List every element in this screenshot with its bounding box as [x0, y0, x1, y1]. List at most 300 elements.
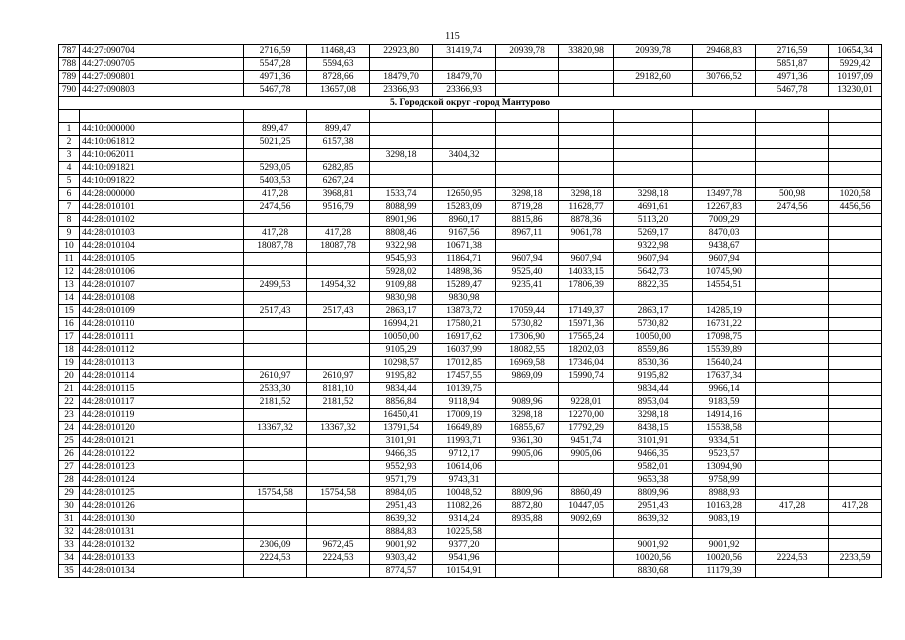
value-cell	[244, 409, 307, 422]
value-cell	[756, 461, 829, 474]
table-row	[59, 305, 882, 318]
value-cell: 2474,56	[756, 201, 829, 214]
value-cell: 17306,90	[496, 331, 559, 344]
value-cell	[433, 136, 496, 149]
value-cell: 4971,36	[756, 71, 829, 84]
value-cell	[693, 292, 756, 305]
row-number: 789	[59, 71, 80, 84]
value-cell: 9195,82	[370, 370, 433, 383]
value-cell	[244, 448, 307, 461]
value-cell	[756, 565, 829, 578]
value-cell	[559, 71, 614, 84]
value-cell: 10298,57	[370, 357, 433, 370]
value-cell	[693, 58, 756, 71]
value-cell: 9607,94	[496, 253, 559, 266]
table-row	[59, 188, 882, 201]
value-cell	[307, 357, 370, 370]
value-cell: 1020,58	[829, 188, 882, 201]
value-cell: 2499,53	[244, 279, 307, 292]
value-cell: 10050,00	[370, 331, 433, 344]
value-cell	[829, 331, 882, 344]
value-cell	[559, 526, 614, 539]
value-cell: 8960,17	[433, 214, 496, 227]
value-cell: 18082,55	[496, 344, 559, 357]
value-cell: 899,47	[307, 123, 370, 136]
cadastral-code: 44:28:010108	[80, 292, 244, 305]
row-number: 9	[59, 227, 80, 240]
value-cell: 9083,19	[693, 513, 756, 526]
value-cell: 2517,43	[244, 305, 307, 318]
value-cell	[614, 162, 693, 175]
value-cell: 9869,09	[496, 370, 559, 383]
value-cell	[756, 279, 829, 292]
row-number: 26	[59, 448, 80, 461]
table-row	[59, 279, 882, 292]
value-cell: 9451,74	[559, 435, 614, 448]
cadastral-code: 44:28:010125	[80, 487, 244, 500]
value-cell: 5113,20	[614, 214, 693, 227]
row-number: 20	[59, 370, 80, 383]
row-number: 14	[59, 292, 80, 305]
value-cell	[307, 435, 370, 448]
value-cell: 15640,24	[693, 357, 756, 370]
value-cell: 10614,06	[433, 461, 496, 474]
value-cell: 18479,70	[370, 71, 433, 84]
value-cell	[756, 292, 829, 305]
value-cell	[496, 71, 559, 84]
cadastral-code: 44:27:090704	[80, 45, 244, 58]
table-row	[59, 201, 882, 214]
value-cell: 23366,93	[433, 84, 496, 97]
value-cell: 3298,18	[614, 409, 693, 422]
value-cell: 5929,42	[829, 58, 882, 71]
table-row	[59, 513, 882, 526]
value-cell: 14914,16	[693, 409, 756, 422]
value-cell: 14954,32	[307, 279, 370, 292]
value-cell	[829, 513, 882, 526]
value-cell	[756, 435, 829, 448]
row-number: 21	[59, 383, 80, 396]
value-cell: 9322,98	[370, 240, 433, 253]
row-number: 15	[59, 305, 80, 318]
value-cell: 13791,54	[370, 422, 433, 435]
row-number: 5	[59, 175, 80, 188]
value-cell: 9571,79	[370, 474, 433, 487]
value-cell: 11864,71	[433, 253, 496, 266]
value-cell: 9228,01	[559, 396, 614, 409]
value-cell	[244, 474, 307, 487]
value-cell	[307, 344, 370, 357]
value-cell: 9235,41	[496, 279, 559, 292]
value-cell: 10671,38	[433, 240, 496, 253]
page-number: 115	[445, 31, 460, 42]
value-cell	[829, 344, 882, 357]
value-cell: 12267,83	[693, 201, 756, 214]
row-number: 25	[59, 435, 80, 448]
value-cell: 10020,56	[693, 552, 756, 565]
value-cell: 15289,47	[433, 279, 496, 292]
value-cell: 16917,62	[433, 331, 496, 344]
value-cell: 9525,40	[496, 266, 559, 279]
value-cell	[559, 461, 614, 474]
value-cell	[614, 149, 693, 162]
value-cell: 8856,84	[370, 396, 433, 409]
value-cell: 2610,97	[307, 370, 370, 383]
value-cell	[829, 253, 882, 266]
value-cell	[559, 84, 614, 97]
row-number: 8	[59, 214, 80, 227]
value-cell	[829, 461, 882, 474]
value-cell: 10048,52	[433, 487, 496, 500]
value-cell: 2533,30	[244, 383, 307, 396]
value-cell: 10020,56	[614, 552, 693, 565]
value-cell	[756, 305, 829, 318]
value-cell: 9092,69	[559, 513, 614, 526]
row-number: 23	[59, 409, 80, 422]
value-cell	[829, 266, 882, 279]
value-cell: 9361,30	[496, 435, 559, 448]
value-cell: 15539,89	[693, 344, 756, 357]
value-cell	[756, 344, 829, 357]
value-cell: 9905,06	[559, 448, 614, 461]
value-cell	[307, 565, 370, 578]
table-row	[59, 71, 882, 84]
cadastral-code: 44:28:000000	[80, 188, 244, 201]
value-cell	[693, 526, 756, 539]
value-cell: 9905,06	[496, 448, 559, 461]
value-cell	[756, 422, 829, 435]
value-cell	[559, 162, 614, 175]
row-number: 32	[59, 526, 80, 539]
value-cell: 9607,94	[614, 253, 693, 266]
row-number: 787	[59, 45, 80, 58]
value-cell: 8639,32	[370, 513, 433, 526]
value-cell: 3298,18	[614, 188, 693, 201]
value-cell	[559, 58, 614, 71]
value-cell: 17149,37	[559, 305, 614, 318]
value-cell: 8967,11	[496, 227, 559, 240]
row-number: 17	[59, 331, 80, 344]
value-cell	[370, 136, 433, 149]
row-number: 11	[59, 253, 80, 266]
row-number: 13	[59, 279, 80, 292]
value-cell	[829, 357, 882, 370]
value-cell: 5269,17	[614, 227, 693, 240]
table-row	[59, 409, 882, 422]
value-cell: 8559,86	[614, 344, 693, 357]
value-cell: 14033,15	[559, 266, 614, 279]
table-row	[59, 318, 882, 331]
value-cell: 3101,91	[370, 435, 433, 448]
cadastral-code: 44:28:010122	[80, 448, 244, 461]
value-cell	[496, 461, 559, 474]
value-cell	[829, 162, 882, 175]
value-cell	[244, 461, 307, 474]
row-number: 6	[59, 188, 80, 201]
value-cell	[829, 136, 882, 149]
value-cell: 10163,28	[693, 500, 756, 513]
value-cell: 5293,05	[244, 162, 307, 175]
value-cell	[756, 162, 829, 175]
value-cell: 9334,51	[693, 435, 756, 448]
value-cell: 5730,82	[614, 318, 693, 331]
value-cell	[559, 539, 614, 552]
value-cell: 17009,19	[433, 409, 496, 422]
row-number: 29	[59, 487, 80, 500]
value-cell: 15971,36	[559, 318, 614, 331]
value-cell	[829, 422, 882, 435]
value-cell: 2863,17	[614, 305, 693, 318]
value-cell: 5851,87	[756, 58, 829, 71]
value-cell: 13367,32	[307, 422, 370, 435]
value-cell: 2181,52	[307, 396, 370, 409]
value-cell	[614, 123, 693, 136]
cadastral-code: 44:28:010119	[80, 409, 244, 422]
value-cell: 2181,52	[244, 396, 307, 409]
value-cell: 5642,73	[614, 266, 693, 279]
value-cell: 22923,80	[370, 45, 433, 58]
value-cell: 33820,98	[559, 45, 614, 58]
value-cell: 13367,32	[244, 422, 307, 435]
table-row	[59, 422, 882, 435]
value-cell: 9607,94	[559, 253, 614, 266]
value-cell	[756, 240, 829, 253]
value-cell	[829, 227, 882, 240]
value-cell: 9303,42	[370, 552, 433, 565]
table-row	[59, 240, 882, 253]
value-cell: 3404,32	[433, 149, 496, 162]
value-cell: 17457,55	[433, 370, 496, 383]
cadastral-code: 44:10:091821	[80, 162, 244, 175]
value-cell	[829, 149, 882, 162]
value-cell: 417,28	[756, 500, 829, 513]
value-cell	[756, 123, 829, 136]
value-cell: 2716,59	[244, 45, 307, 58]
cadastral-code: 44:28:010117	[80, 396, 244, 409]
cadastral-code: 44:28:010101	[80, 201, 244, 214]
value-cell	[829, 318, 882, 331]
value-cell	[756, 149, 829, 162]
value-cell: 11628,77	[559, 201, 614, 214]
value-cell	[559, 149, 614, 162]
value-cell: 15990,74	[559, 370, 614, 383]
value-cell: 13230,01	[829, 84, 882, 97]
value-cell: 10745,90	[693, 266, 756, 279]
value-cell	[693, 136, 756, 149]
value-cell: 2474,56	[244, 201, 307, 214]
value-cell	[496, 58, 559, 71]
value-cell: 9516,79	[307, 201, 370, 214]
value-cell: 20939,78	[614, 45, 693, 58]
table-row	[59, 474, 882, 487]
value-cell: 5547,28	[244, 58, 307, 71]
value-cell: 8984,05	[370, 487, 433, 500]
value-cell	[244, 214, 307, 227]
value-cell: 3298,18	[370, 149, 433, 162]
cadastral-code: 44:10:091822	[80, 175, 244, 188]
value-cell: 8953,04	[614, 396, 693, 409]
table-row	[59, 396, 882, 409]
value-cell: 14898,36	[433, 266, 496, 279]
value-cell	[829, 539, 882, 552]
value-cell: 2610,97	[244, 370, 307, 383]
table-top-section	[59, 45, 882, 97]
value-cell: 9582,01	[614, 461, 693, 474]
value-cell	[244, 266, 307, 279]
cadastral-code: 44:28:010120	[80, 422, 244, 435]
table-row	[59, 344, 882, 357]
section-row	[59, 97, 882, 110]
value-cell: 29468,83	[693, 45, 756, 58]
value-cell: 8935,88	[496, 513, 559, 526]
value-cell: 1533,74	[370, 188, 433, 201]
value-cell	[559, 474, 614, 487]
row-number: 16	[59, 318, 80, 331]
value-cell	[496, 136, 559, 149]
value-cell: 17346,04	[559, 357, 614, 370]
value-cell	[614, 84, 693, 97]
table-row	[59, 357, 882, 370]
value-cell: 8809,96	[496, 487, 559, 500]
table-row	[59, 214, 882, 227]
value-cell	[614, 292, 693, 305]
value-cell	[829, 370, 882, 383]
value-cell	[307, 149, 370, 162]
table-row	[59, 136, 882, 149]
row-number: 1	[59, 123, 80, 136]
value-cell: 12650,95	[433, 188, 496, 201]
value-cell	[756, 409, 829, 422]
table-row	[59, 331, 882, 344]
value-cell	[756, 513, 829, 526]
value-cell	[307, 214, 370, 227]
value-cell: 9758,99	[693, 474, 756, 487]
value-cell	[756, 539, 829, 552]
value-cell: 16450,41	[370, 409, 433, 422]
value-cell	[559, 123, 614, 136]
value-cell: 9322,98	[614, 240, 693, 253]
value-cell: 9607,94	[693, 253, 756, 266]
value-cell: 13873,72	[433, 305, 496, 318]
value-cell	[496, 565, 559, 578]
row-number: 24	[59, 422, 80, 435]
value-cell	[307, 266, 370, 279]
cadastral-code: 44:28:010111	[80, 331, 244, 344]
value-cell	[244, 149, 307, 162]
value-cell	[756, 227, 829, 240]
value-cell	[829, 175, 882, 188]
value-cell: 13094,90	[693, 461, 756, 474]
value-cell: 31419,74	[433, 45, 496, 58]
value-cell: 10139,75	[433, 383, 496, 396]
value-cell: 9466,35	[370, 448, 433, 461]
value-cell: 6282,85	[307, 162, 370, 175]
value-cell: 11179,39	[693, 565, 756, 578]
value-cell: 2233,59	[829, 552, 882, 565]
value-cell: 6267,24	[307, 175, 370, 188]
value-cell	[244, 513, 307, 526]
value-cell	[829, 487, 882, 500]
value-cell: 9830,98	[370, 292, 433, 305]
value-cell	[244, 253, 307, 266]
value-cell	[756, 214, 829, 227]
value-cell	[244, 331, 307, 344]
value-cell: 9109,88	[370, 279, 433, 292]
value-cell: 5467,78	[244, 84, 307, 97]
table-row	[59, 149, 882, 162]
row-number: 34	[59, 552, 80, 565]
value-cell: 5403,53	[244, 175, 307, 188]
value-cell: 9541,96	[433, 552, 496, 565]
value-cell	[559, 552, 614, 565]
cadastral-code: 44:10:062011	[80, 149, 244, 162]
value-cell: 6157,38	[307, 136, 370, 149]
table-row	[59, 500, 882, 513]
value-cell	[559, 175, 614, 188]
value-cell: 18202,03	[559, 344, 614, 357]
value-cell: 899,47	[244, 123, 307, 136]
table-row	[59, 565, 882, 578]
value-cell: 2224,53	[244, 552, 307, 565]
value-cell: 3298,18	[496, 188, 559, 201]
value-cell: 16969,58	[496, 357, 559, 370]
value-cell: 8815,86	[496, 214, 559, 227]
table-row	[59, 526, 882, 539]
value-cell	[307, 500, 370, 513]
value-cell: 8530,36	[614, 357, 693, 370]
cadastral-code: 44:28:010121	[80, 435, 244, 448]
value-cell	[496, 552, 559, 565]
value-cell: 9743,31	[433, 474, 496, 487]
value-cell: 14285,19	[693, 305, 756, 318]
value-cell: 3298,18	[496, 409, 559, 422]
row-number: 31	[59, 513, 80, 526]
value-cell	[244, 565, 307, 578]
value-cell	[829, 240, 882, 253]
value-cell: 2306,09	[244, 539, 307, 552]
cadastral-code: 44:28:010109	[80, 305, 244, 318]
value-cell	[244, 526, 307, 539]
value-cell: 11082,26	[433, 500, 496, 513]
value-cell	[693, 162, 756, 175]
value-cell: 9001,92	[614, 539, 693, 552]
value-cell: 9552,93	[370, 461, 433, 474]
row-number: 27	[59, 461, 80, 474]
value-cell: 8872,80	[496, 500, 559, 513]
value-cell: 10197,09	[829, 71, 882, 84]
value-cell: 5467,78	[756, 84, 829, 97]
value-cell	[307, 526, 370, 539]
value-cell	[307, 448, 370, 461]
value-cell: 18087,78	[244, 240, 307, 253]
value-cell	[496, 123, 559, 136]
cadastral-code: 44:28:010107	[80, 279, 244, 292]
value-cell	[693, 84, 756, 97]
value-cell: 17098,75	[693, 331, 756, 344]
row-number: 22	[59, 396, 80, 409]
table-row	[59, 461, 882, 474]
value-cell	[307, 253, 370, 266]
table-row	[59, 448, 882, 461]
value-cell: 17806,39	[559, 279, 614, 292]
value-cell: 13497,78	[693, 188, 756, 201]
value-cell: 9466,35	[614, 448, 693, 461]
value-cell: 9377,20	[433, 539, 496, 552]
cadastral-code: 44:28:010124	[80, 474, 244, 487]
value-cell: 9830,98	[433, 292, 496, 305]
value-cell: 4691,61	[614, 201, 693, 214]
value-cell: 11468,43	[307, 45, 370, 58]
